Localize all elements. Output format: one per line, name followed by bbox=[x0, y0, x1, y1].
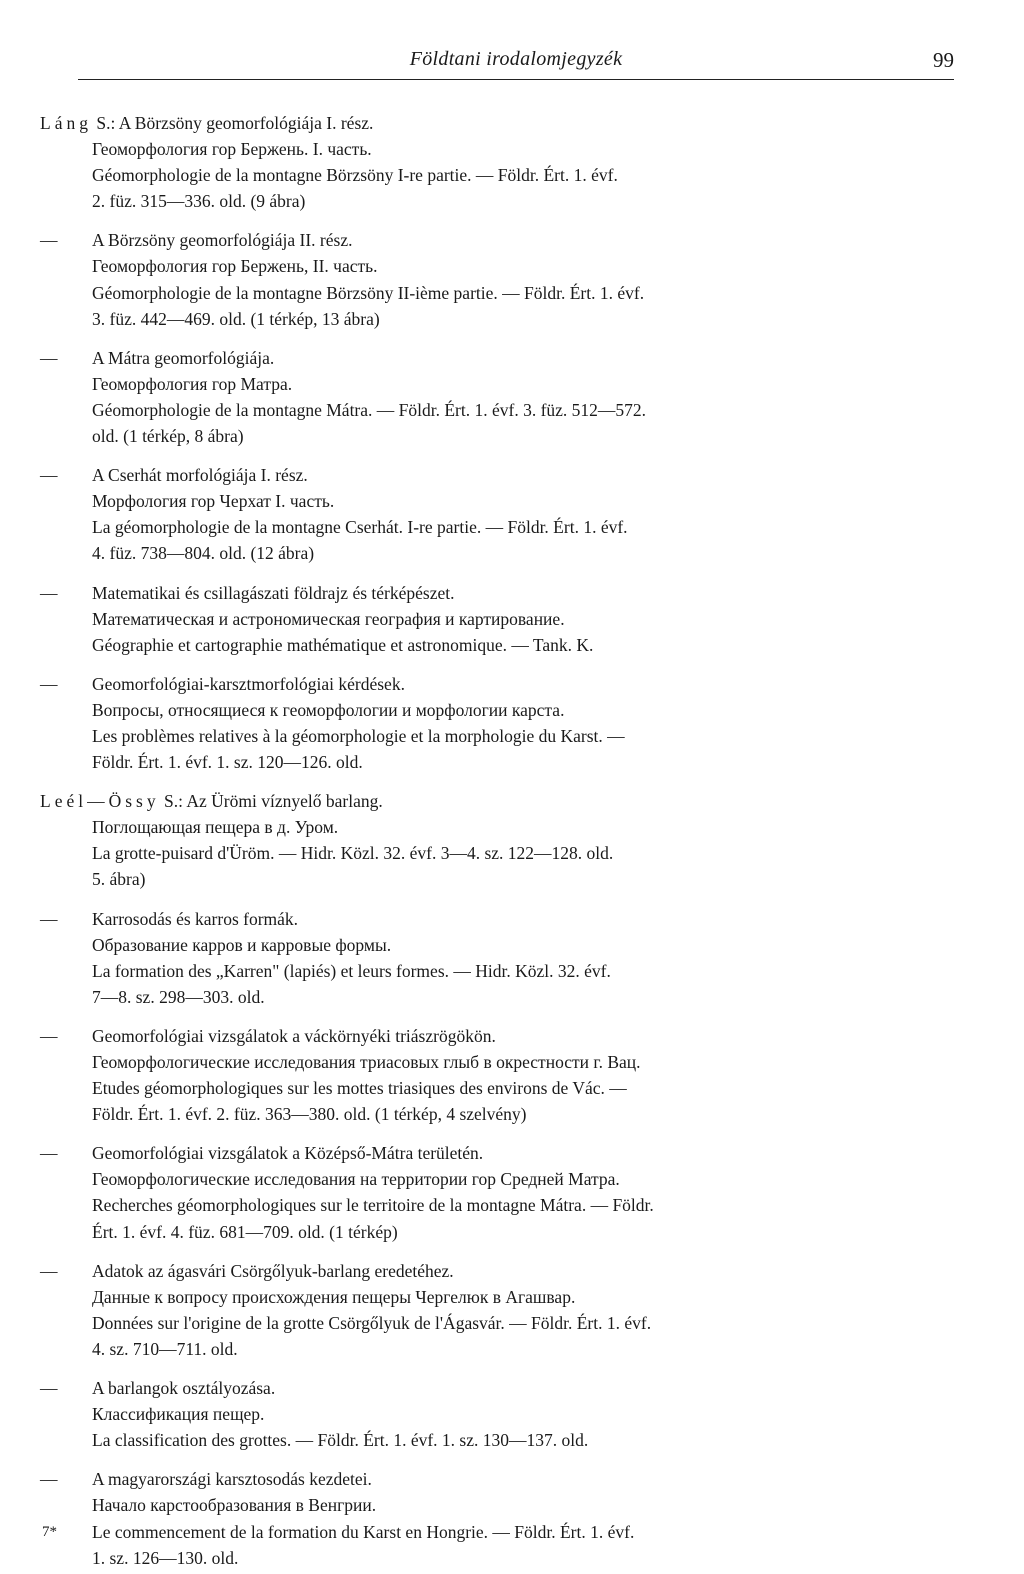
entry-title: Geomorfológiai-karsztmorfológiai kérdések. bbox=[92, 673, 405, 694]
bibliography-entry bbox=[40, 462, 954, 566]
bibliography-list bbox=[40, 110, 954, 1571]
entry-line: Морфология гор Черхат I. часть. bbox=[92, 491, 335, 512]
header-rule bbox=[78, 79, 954, 80]
entry-line: Ért. 1. évf. 4. füz. 681—709. old. (1 térkép) bbox=[92, 1221, 398, 1242]
entry-dash: — bbox=[40, 1260, 58, 1281]
entry-title: Adatok az ágasvári Csörgőlyuk-barlang eredetéhez. bbox=[92, 1260, 454, 1281]
entry-line: Les problèmes relatives à la géomorphologie et la morphologie du Karst. — bbox=[92, 725, 625, 746]
entry-line: 7—8. sz. 298—303. old. bbox=[92, 986, 265, 1007]
entry-title: Matematikai és csillagászati földrajz és térképészet. bbox=[92, 582, 455, 603]
entry-line: Начало карстообразования в Венгрии. bbox=[92, 1495, 377, 1516]
entry-dash: — bbox=[40, 1025, 58, 1046]
author-initial: S.: bbox=[91, 113, 116, 133]
entry-line: Геоморфологические исследования на территории гор Средней Матра. bbox=[92, 1169, 620, 1190]
running-title: Földtani irodalomjegyzék bbox=[409, 48, 623, 70]
entry-line: Геоморфология гор Бержень. I. часть. bbox=[92, 139, 372, 160]
bibliography-entry bbox=[40, 1023, 954, 1127]
entry-line: Földr. Ért. 1. évf. 2. füz. 363—380. old. (1 térkép, 4 szelvény) bbox=[92, 1104, 527, 1125]
entry-line: Földr. Ért. 1. évf. 1. sz. 120—126. old. bbox=[92, 752, 363, 773]
entry-line: Поглощающая пещера в д. Уром. bbox=[92, 817, 339, 838]
entry-line: Géomorphologie de la montagne Börzsöny I-re partie. — Földr. Ért. 1. évf. bbox=[92, 165, 618, 186]
entry-line: Геоморфология гор Бержень, II. часть. bbox=[92, 256, 378, 277]
entry-line: 1. sz. 126—130. old. bbox=[92, 1547, 239, 1568]
entry-dash: — bbox=[40, 1143, 58, 1164]
page-header bbox=[78, 44, 954, 80]
entry-title: A Cserhát morfológiája I. rész. bbox=[92, 465, 308, 486]
entry-dash: — bbox=[40, 347, 58, 368]
entry-line: Образование карров и карровые формы. bbox=[92, 934, 392, 955]
author-block bbox=[40, 110, 954, 775]
author-initial: S.: bbox=[159, 791, 183, 812]
entry-line: Recherches géomorphologiques sur le territoire de la montagne Mátra. — Földr. bbox=[92, 1195, 654, 1216]
entry-title: Az Ürömi víznyelő barlang. bbox=[186, 791, 383, 812]
bibliography-entry bbox=[40, 671, 954, 775]
bibliography-entry bbox=[40, 1375, 954, 1453]
bibliography-entry bbox=[40, 788, 954, 892]
entry-title: Karrosodás és karros formák. bbox=[92, 908, 299, 929]
author-block bbox=[40, 788, 954, 1571]
entry-line: Géomorphologie de la montagne Mátra. — Földr. Ért. 1. évf. 3. füz. 512—572. bbox=[92, 399, 647, 420]
entry-line: La géomorphologie de la montagne Cserhát. I-re partie. — Földr. Ért. 1. évf. bbox=[92, 517, 628, 538]
entry-line: 2. füz. 315—336. old. (9 ábra) bbox=[92, 191, 306, 212]
bibliography-entry bbox=[40, 1258, 954, 1362]
entry-line: 4. sz. 710—711. old. bbox=[92, 1338, 238, 1359]
entry-line: Géographie et cartographie mathématique et astronomique. — Tank. K. bbox=[92, 634, 594, 655]
entry-line: Геоморфология гор Матра. bbox=[92, 373, 293, 394]
bibliography-entry bbox=[40, 1140, 954, 1244]
entry-line: La grotte-puisard d'Üröm. — Hidr. Közl. 32. évf. 3—4. sz. 122—128. old. bbox=[92, 843, 614, 864]
entry-dash: — bbox=[40, 673, 58, 694]
bibliography-entry bbox=[40, 110, 954, 214]
entry-dash: — bbox=[40, 1378, 58, 1399]
entry-line: Данные к вопросу происхождения пещеры Чергелюк в Агашвар. bbox=[92, 1286, 576, 1307]
entry-dash: — bbox=[40, 1469, 58, 1490]
entry-line: Вопросы, относящиеся к геоморфологии и морфологии карста. bbox=[92, 699, 565, 720]
entry-line: Géomorphologie de la montagne Börzsöny II-ième partie. — Földr. Ért. 1. évf. bbox=[92, 282, 645, 303]
entry-dash: — bbox=[40, 582, 58, 603]
author-name: Leél—Össy bbox=[40, 791, 160, 812]
entry-line: Données sur l'origine de la grotte Csörgőlyuk de l'Ágasvár. — Földr. Ért. 1. évf. bbox=[92, 1312, 652, 1333]
entry-line: Le commencement de la formation du Karst en Hongrie. — Földr. Ért. 1. évf. bbox=[92, 1521, 635, 1542]
entry-line: Etudes géomorphologiques sur les mottes triasiques des environs de Vác. — bbox=[92, 1078, 627, 1099]
signature-mark: 7* bbox=[42, 1524, 57, 1540]
author-heading-line bbox=[40, 110, 954, 136]
bibliography-entry bbox=[40, 580, 954, 658]
entry-title: A barlangok osztályozása. bbox=[92, 1378, 276, 1399]
entry-title: A magyarországi karsztosodás kezdetei. bbox=[92, 1469, 372, 1490]
page-number: 99 bbox=[933, 48, 954, 72]
author-name: Láng bbox=[40, 113, 92, 133]
entry-title: Geomorfológiai vizsgálatok a Középső-Mátra területén. bbox=[92, 1143, 484, 1164]
bibliography-entry bbox=[40, 906, 954, 1010]
entry-dash: — bbox=[40, 465, 58, 486]
entry-title: A Mátra geomorfológiája. bbox=[92, 347, 275, 368]
entry-line: La classification des grottes. — Földr. Ért. 1. évf. 1. sz. 130—137. old. bbox=[92, 1430, 589, 1451]
entry-line: 5. ábra) bbox=[92, 869, 146, 890]
bibliography-entry bbox=[40, 345, 954, 449]
author-heading-line bbox=[40, 788, 954, 814]
entry-line: Математическая и астрономическая география и картирование. bbox=[92, 608, 565, 629]
bibliography-entry bbox=[40, 227, 954, 331]
entry-line: La formation des „Karren" (lapiés) et leurs formes. — Hidr. Közl. 32. évf. bbox=[92, 960, 611, 981]
entry-line: Классификация пещер. bbox=[92, 1404, 265, 1425]
entry-line: Геоморфологические исследования триасовых глыб в окрестности г. Вац. bbox=[92, 1052, 641, 1072]
entry-line: 3. füz. 442—469. old. (1 térkép, 13 ábra) bbox=[92, 308, 380, 329]
entry-dash: — bbox=[40, 230, 58, 251]
entry-dash: — bbox=[40, 908, 58, 929]
entry-title: A Börzsöny geomorfológiája I. rész. bbox=[118, 113, 374, 133]
entry-title: Geomorfológiai vizsgálatok a váckörnyéki triászrögökön. bbox=[92, 1025, 496, 1046]
entry-line: 4. füz. 738—804. old. (12 ábra) bbox=[92, 543, 315, 564]
entry-title: A Börzsöny geomorfológiája II. rész. bbox=[92, 230, 353, 251]
entry-line: old. (1 térkép, 8 ábra) bbox=[92, 426, 244, 447]
bibliography-entry bbox=[40, 1466, 954, 1570]
